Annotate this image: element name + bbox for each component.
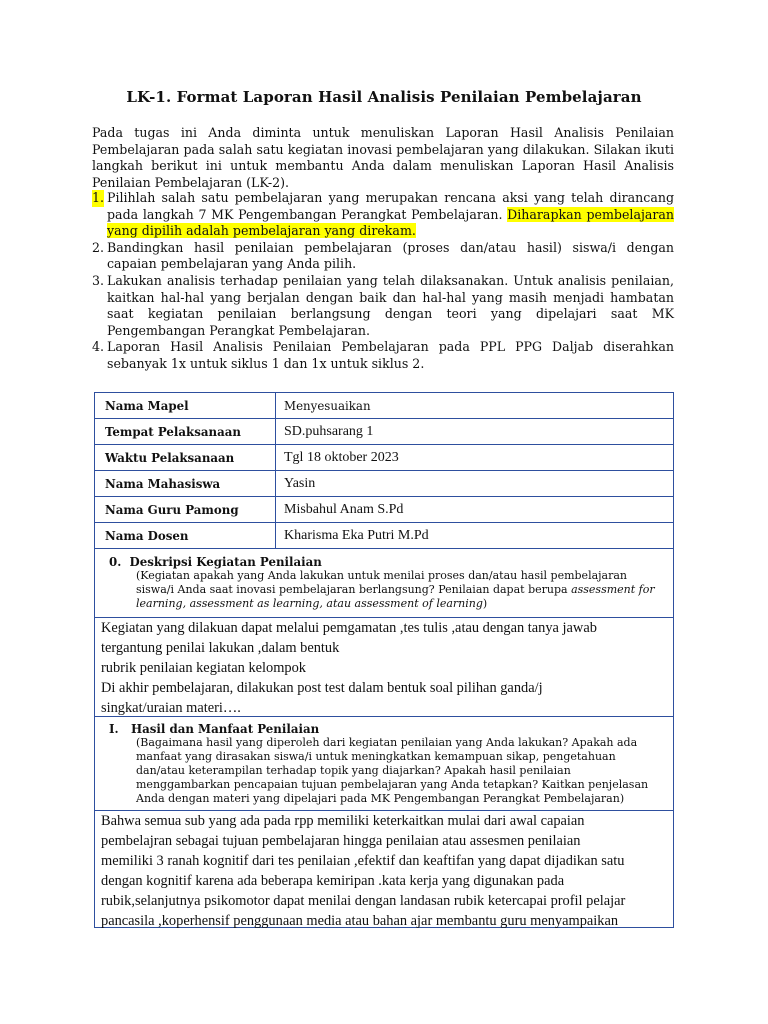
table-row [95,497,674,523]
answer-line: Bahwa semua sub yang ada pada rpp memiliki keterkaitkan mulai dari awal capaian [101,813,585,829]
table-row [95,471,674,497]
list-item-text: Lakukan analisis terhadap penilaian yang telah dilaksanakan. Untuk analisis penilaian, kaitkan hal-hal yang berjalan dengan baik dan hal-hal yang masih menjadi hambatan saat kegiatan penilaian berlangsung dengan teori yang dipelajari saat MK Pengembangan Perangkat Pembelajaran. [107,272,674,338]
answer-line: dengan kognitif karena ada beberapa kemiripan .kata kerja yang digunakan pada [101,873,565,889]
list-item-text: Bandingkan hasil penilaian pembelajaran (proses dan/atau hasil) siswa/i dengan capaian pembelajaran yang Anda pilih. [107,239,674,272]
section-1-answer [94,810,674,928]
section-0-number: 0. [109,555,122,569]
table-row [95,393,674,419]
info-label-dosen: Nama Dosen [95,523,276,549]
list-number: 1. [92,190,105,205]
info-value-mahasiswa: Yasin [276,471,674,497]
table-row [95,523,674,549]
section-1-number: I. [109,722,119,736]
list-number: 4. [92,339,105,355]
list-item [92,190,674,240]
list-item [92,339,674,372]
page-title: LK-1. Format Laporan Hasil Analisis Penilaian Pembelajaran [126,88,642,106]
section-1-heading: Hasil dan Manfaat Penilaian [130,722,320,736]
section-1-description: (Bagaimana hasil yang diperoleh dari kegiatan penilaian yang Anda lakukan? Apakah ada manfaat yang dirasakan siswa/i untuk meningkatkan kemampuan sikap, pengetahuan dan/atau keterampilan terhadap topik yang diajarkan? Apakah hasil penilaian menggambarkan pencapaian tujuan pembelajaran yang Anda tetapkan? Kaitkan penjelasan Anda dengan materi yang dipelajari pada MK Pengembangan Perangkat Pembelajaran) [136,736,649,805]
answer-line: rubrik penilaian kegiatan kelompok [101,660,307,676]
answer-line: pembelajran sebagai tujuan pembelajaran hingga penilaian atau assesmen penilaian [101,833,581,849]
info-label-mahasiswa: Nama Mahasiswa [95,471,276,497]
section-0-description [109,569,673,611]
answer-line: singkat/uraian materi…. [101,700,241,716]
section-0-desc-italic: assessment for learning, assessment as learning, atau assessment of learning [136,583,655,610]
list-number: 3. [92,272,105,288]
section-0-desc-end: ) [482,597,488,610]
info-label-waktu: Waktu Pelaksanaan [95,445,276,471]
answer-line: rubik,selanjutnya psikomotor dapat menilai dengan landasan rubik ketercapai profil pelajar [101,893,626,909]
highlighted-text: Diharapkan pembelajaran yang dipilih adalah pembelajaran yang direkam. [107,206,674,239]
section-0-header [94,548,674,618]
section-0-answer [94,617,674,717]
info-label-mapel: Nama Mapel [95,393,276,419]
info-label-guru-pamong: Nama Guru Pamong [95,497,276,523]
answer-line: memiliki 3 ranah kognitif dari tes penilaian ,efektif dan keaftifan yang dapat dijadikan satu [101,853,625,869]
list-item-text: Laporan Hasil Analisis Penilaian Pembelajaran pada PPL PPG Daljab diserahkan sebanyak 1x untuk siklus 1 dan 1x untuk siklus 2. [107,339,674,371]
table-row [95,445,674,471]
info-value-tempat: SD.puhsarang 1 [276,419,674,445]
table-row [95,419,674,445]
instruction-list [92,190,674,373]
intro-paragraph: Pada tugas ini Anda diminta untuk menuliskan Laporan Hasil Analisis Penilaian Pembelajaran pada salah satu kegiatan inovasi pembelajaran yang dilakukan. Silakan ikuti langkah berikut ini untuk membantu Anda dalam menuliskan Laporan Hasil Analisis Penilaian Pembelajaran (LK-2). [92,125,674,190]
list-item [92,240,674,273]
info-value-dosen: Kharisma Eka Putri M.Pd [276,523,674,549]
info-value-guru-pamong: Misbahul Anam S.Pd [276,497,674,523]
section-1-header [94,716,674,811]
section-0-title [109,555,673,569]
section-0-heading: Deskripsi Kegiatan Penilaian [129,555,322,569]
list-item [92,273,674,339]
info-value-mapel: Menyesuaikan [276,393,674,419]
answer-line: tergantung penilai lakukan ,dalam bentuk [101,640,340,656]
answer-line: pancasila ,koperhensif penggunaan media atau bahan ajar membantu guru menyampaikan [101,913,619,929]
answer-line: Kegiatan yang dilakuan dapat melalui pemgamatan ,tes tulis ,atau dengan tanya jawab [101,620,597,636]
section-1-title [109,722,663,736]
info-label-tempat: Tempat Pelaksanaan [95,419,276,445]
list-item-text: Pilihlah salah satu pembelajaran yang merupakan rencana aksi yang telah dirancang pada langkah 7 MK Pengembangan Perangkat Pembelajaran. [107,190,674,222]
list-number: 2. [92,239,105,255]
answer-line: Di akhir pembelajaran, dilakukan post test dalam bentuk soal pilihan ganda/j [101,680,543,696]
info-table [94,392,674,549]
section-0-desc-text: (Kegiatan apakah yang Anda lakukan untuk menilai proses dan/atau hasil pembelajaran siswa/i Anda saat inovasi pembelajaran berlangsung? Penilaian dapat berupa [136,569,628,596]
info-value-waktu: Tgl 18 oktober 2023 [276,445,674,471]
